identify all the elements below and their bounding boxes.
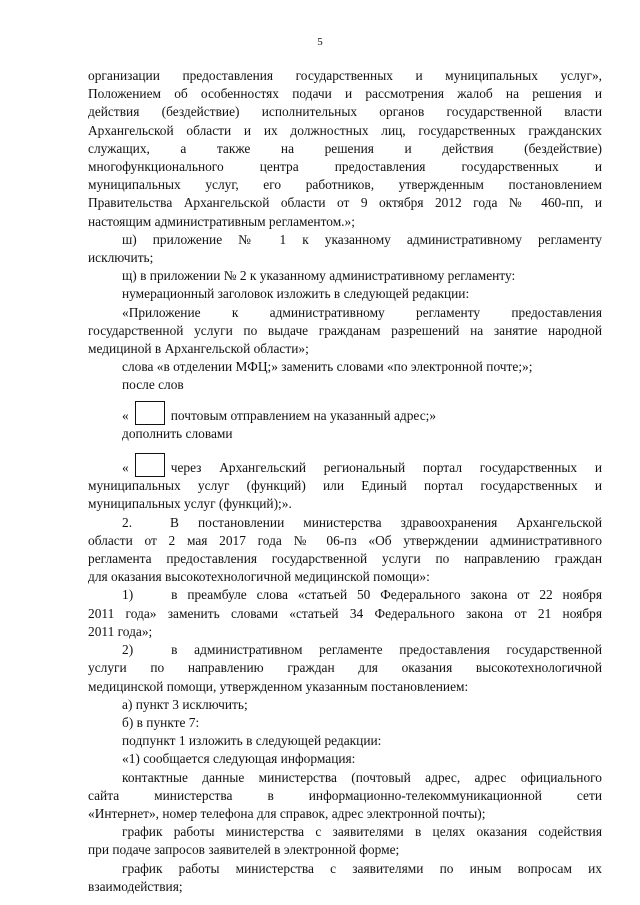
text-line: «Интернет», номер телефона для справок, адрес электронной почты); xyxy=(88,805,486,821)
text-line: взаимодействия; xyxy=(88,878,183,894)
item-number: 1) xyxy=(122,587,134,603)
quote-mark: « xyxy=(122,407,129,423)
text-line: нумерационный заголовок изложить в следующей редакции: xyxy=(122,286,470,302)
item-number: 2. xyxy=(122,514,133,530)
text-line: муниципальных услуг (функций);». xyxy=(88,496,292,512)
text-line: регламента предоставления государственной услуги по направлению граждан xyxy=(88,551,602,567)
text-line: услуги по направлению граждан для оказания высокотехнологичной xyxy=(88,660,602,676)
blank-box xyxy=(135,401,165,425)
text-line: служащих, а также на решения и действия (бездействие) xyxy=(88,140,602,156)
text-line: контактные данные министерства (почтовый адрес, адрес официального xyxy=(122,769,602,785)
text-line xyxy=(88,641,602,659)
document-body xyxy=(88,67,602,896)
text-line: подпункт 1 изложить в следующей редакции: xyxy=(122,733,382,749)
text-fragment: почтовым отправлением на указанный адрес;» xyxy=(170,407,437,423)
text-line xyxy=(88,401,602,425)
text-line: 2011 года» заменить словами «статьей 34 Федерального закона от 21 ноября xyxy=(88,605,602,621)
text-line: муниципальных услуг (функций) или Единый портал государственных и xyxy=(88,478,602,494)
text-line xyxy=(88,453,602,477)
text-fragment: в преамбуле слова «статьей 50 Федерального закона от 22 ноября xyxy=(171,587,602,603)
text-line: дополнить словами xyxy=(122,425,233,441)
text-line: «Приложение к административному регламенту предоставления xyxy=(122,304,602,320)
text-line: Архангельской области и их должностных лиц, государственных гражданских xyxy=(88,122,602,138)
text-line: государственной услуги по выдаче гражданам разрешений на занятие народной xyxy=(88,322,602,338)
page-number: 5 xyxy=(317,36,323,48)
text-line: настоящим административным регламентом.»; xyxy=(88,213,355,229)
text-line: слова «в отделении МФЦ;» заменить словами «по электронной почте;»; xyxy=(122,359,533,375)
text-fragment: через Архангельский региональный портал государственных и xyxy=(170,460,602,476)
text-line: действия (бездействие) исполнительных органов государственной власти xyxy=(88,104,602,120)
text-line: б) в пункте 7: xyxy=(122,714,200,730)
text-line: «1) сообщается следующая информация: xyxy=(122,751,356,767)
text-line: график работы министерства с заявителями в целях оказания содействия xyxy=(122,824,602,840)
text-line: медицинской помощи, утвержденном указанным постановлением: xyxy=(88,678,469,694)
text-fragment: В постановлении министерства здравоохранения Архангельской xyxy=(170,514,602,530)
text-line: организации предоставления государственных и муниципальных услуг», xyxy=(88,68,602,83)
text-line: щ) в приложении № 2 к указанному административному регламенту: xyxy=(122,268,516,284)
text-line: сайта министерства в информационно-телекоммуникационной сети xyxy=(88,787,602,803)
item-number: 2) xyxy=(122,642,134,658)
text-line: ш) приложение № 1 к указанному административному регламенту xyxy=(122,231,602,247)
text-fragment: в административном регламенте предоставления государственной xyxy=(171,642,602,658)
text-line: исключить; xyxy=(88,250,154,266)
text-line: а) пункт 3 исключить; xyxy=(122,696,248,712)
blank-box xyxy=(135,453,165,477)
text-line xyxy=(88,514,602,532)
text-line: график работы министерства с заявителями по иным вопросам их xyxy=(122,860,602,876)
text-line: после слов xyxy=(122,377,184,393)
text-line: для оказания высокотехнологичной медицинской помощи»: xyxy=(88,569,430,585)
text-line: 2011 года»; xyxy=(88,623,153,639)
text-line xyxy=(88,586,602,604)
text-line: муниципальных услуг, его работников, утвержденным постановлением xyxy=(88,177,602,193)
text-line: области от 2 мая 2017 года № 06-пз «Об утверждении административного xyxy=(88,532,602,548)
text-line: при подаче запросов заявителей в электронной форме; xyxy=(88,842,400,858)
text-line: многофункционального центра предоставления государственных и xyxy=(88,159,602,175)
text-line: Положением об особенностях подачи и рассмотрения жалоб на решения и xyxy=(88,86,602,102)
text-line: Правительства Архангельской области от 9 октября 2012 года № 460-пп, и xyxy=(88,195,602,211)
text-line: медициной в Архангельской области»; xyxy=(88,341,309,357)
quote-mark: « xyxy=(122,460,129,476)
